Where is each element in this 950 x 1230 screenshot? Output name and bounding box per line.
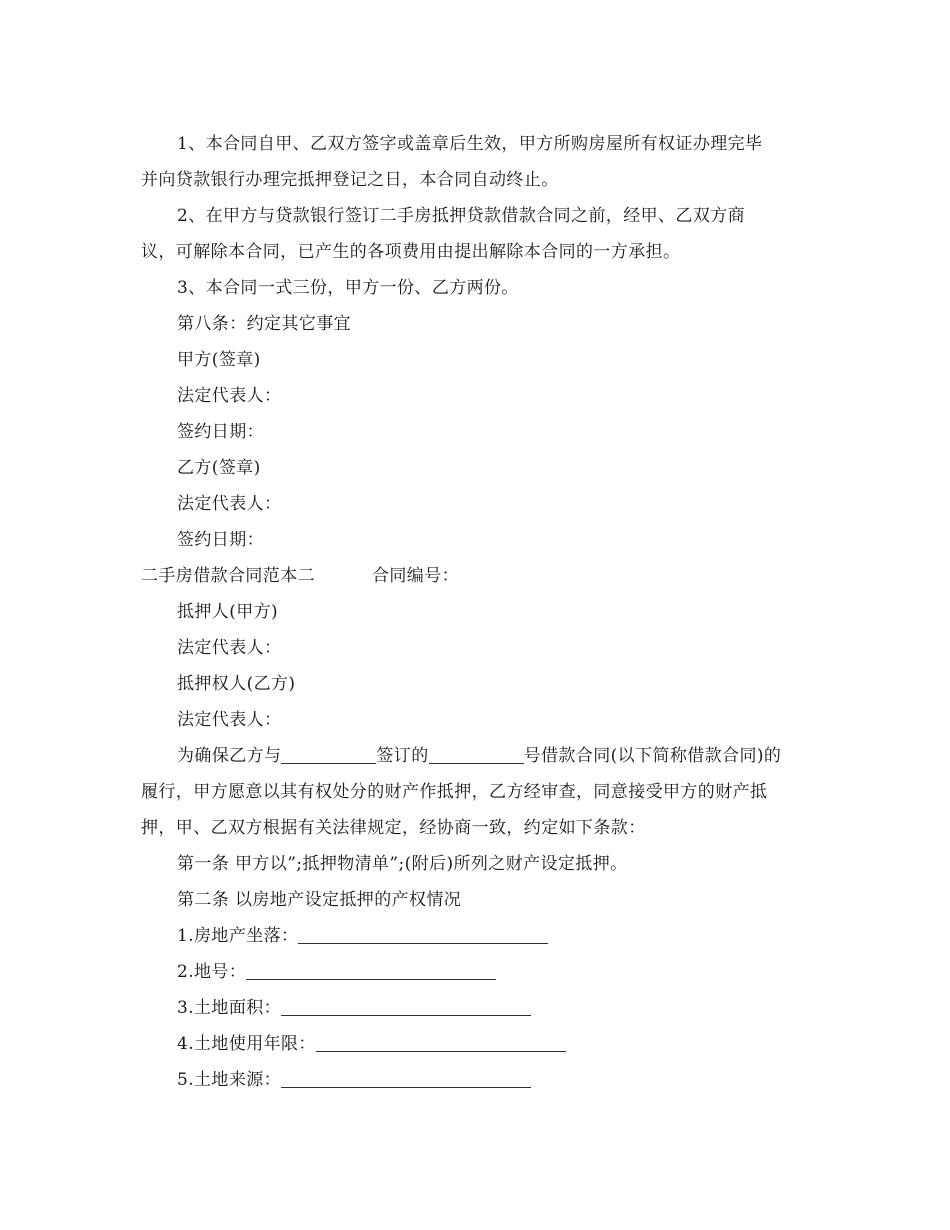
land-use-term-label: 4.土地使用年限： xyxy=(177,1034,316,1054)
land-source-row xyxy=(141,1062,811,1098)
purpose-text-b: 签订的 xyxy=(376,746,429,766)
party-a-representative: 法定代表人： xyxy=(177,386,282,406)
party-b-representative: 法定代表人： xyxy=(177,494,282,514)
land-number-blank xyxy=(246,959,496,980)
mortgagor-representative: 法定代表人： xyxy=(177,638,282,658)
property-location-label: 1.房地产坐落： xyxy=(177,926,299,946)
article-1: 第一条 甲方以”;抵押物清单”;(附后)所列之财产设定抵押。 xyxy=(177,854,628,874)
article-2-heading: 第二条 以房地产设定抵押的产权情况 xyxy=(177,890,462,910)
land-number-label: 2.地号： xyxy=(177,962,247,982)
clause-2-line-1: 2、在甲方与贷款银行签订二手房抵押贷款借款合同之前，经甲、乙双方商 xyxy=(177,206,746,226)
purpose-text-c: 号借款合同(以下简称借款合同)的 xyxy=(523,746,782,766)
land-area-blank xyxy=(281,995,531,1016)
purpose-line-1 xyxy=(141,738,811,774)
mortgagee-representative: 法定代表人： xyxy=(177,710,282,730)
party-b-sign-date: 签约日期： xyxy=(177,530,264,550)
borrower-blank xyxy=(281,743,376,764)
article-8-heading: 第八条：约定其它事宜 xyxy=(177,314,351,334)
party-b-signature: 乙方(签章) xyxy=(177,458,261,478)
purpose-line-2: 履行，甲方愿意以其有权处分的财产作抵押，乙方经审查，同意接受甲方的财产抵 xyxy=(141,782,768,802)
contract-number-label: 合同编号： xyxy=(372,566,459,586)
clause-1-line-1: 1、本合同自甲、乙双方签字或盖章后生效，甲方所购房屋所有权证办理完毕 xyxy=(177,134,763,154)
loan-contract-number-blank xyxy=(429,743,524,764)
land-source-blank xyxy=(281,1067,531,1088)
property-location-blank xyxy=(298,923,548,944)
clause-1-line-2: 并向贷款银行办理完抵押登记之日，本合同自动终止。 xyxy=(141,170,559,190)
land-source-label: 5.土地来源： xyxy=(177,1070,282,1090)
document-body xyxy=(141,126,811,1098)
land-number-row xyxy=(141,954,811,990)
land-use-term-blank xyxy=(316,1031,566,1052)
property-location-row xyxy=(141,918,811,954)
template-2-title-row xyxy=(141,558,811,594)
purpose-text-a: 为确保乙方与 xyxy=(177,746,282,766)
land-area-row xyxy=(141,990,811,1026)
party-a-signature: 甲方(签章) xyxy=(177,350,261,370)
purpose-line-3: 押，甲、乙双方根据有关法律规定，经协商一致，约定如下条款： xyxy=(141,818,646,838)
mortgagor-label: 抵押人(甲方) xyxy=(177,602,279,622)
land-area-label: 3.土地面积： xyxy=(177,998,282,1018)
party-a-sign-date: 签约日期： xyxy=(177,422,264,442)
clause-3: 3、本合同一式三份，甲方一份、乙方两份。 xyxy=(177,278,519,298)
mortgagee-label: 抵押权人(乙方) xyxy=(177,674,296,694)
land-use-term-row xyxy=(141,1026,811,1062)
template-2-title: 二手房借款合同范本二 xyxy=(141,566,315,586)
clause-2-line-2: 议，可解除本合同，已产生的各项费用由提出解除本合同的一方承担。 xyxy=(141,242,681,262)
